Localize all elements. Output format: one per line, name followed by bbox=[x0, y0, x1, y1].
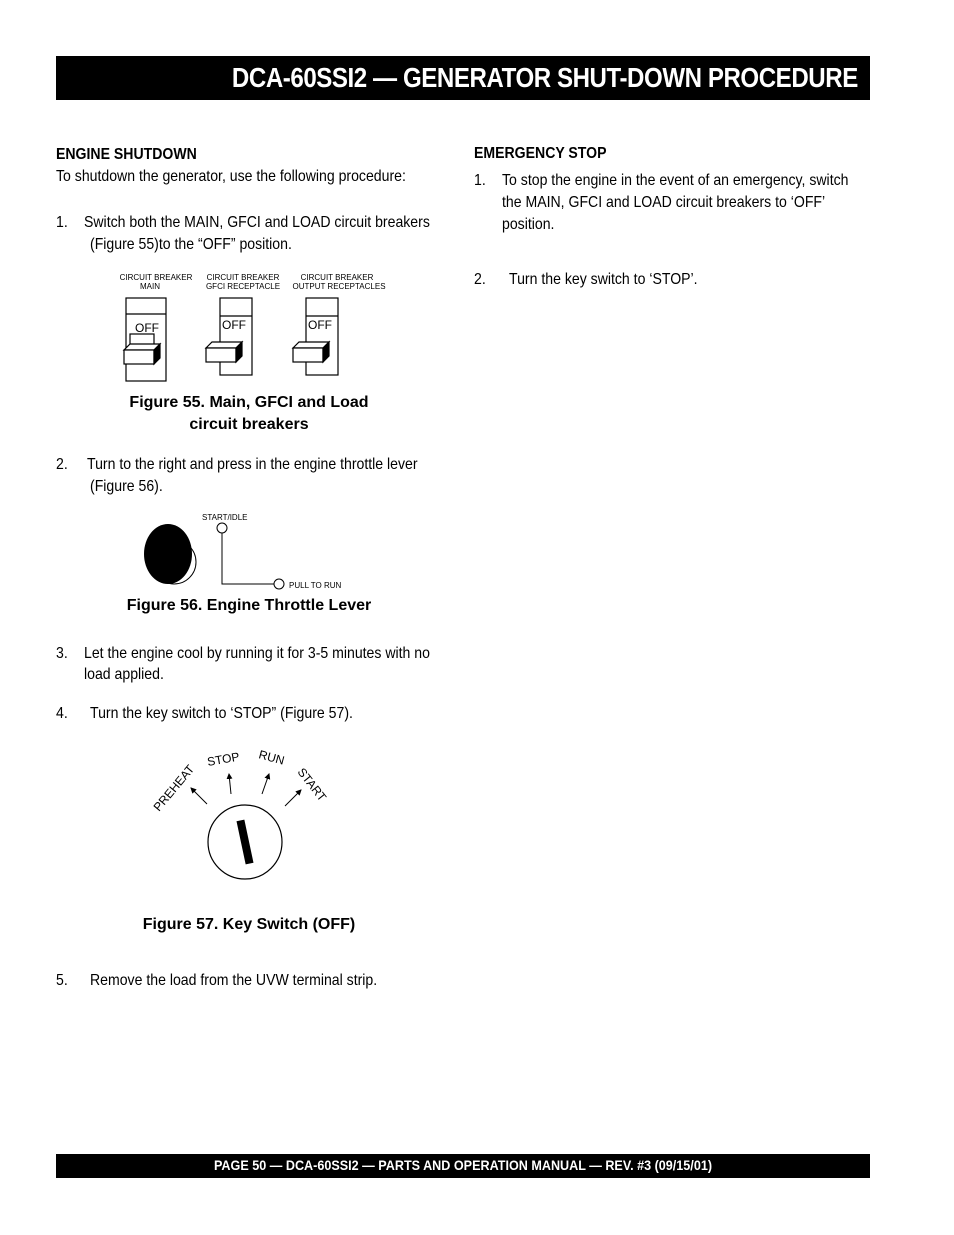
start-label: START bbox=[294, 765, 330, 804]
emergency-step1-line2: the MAIN, GFCI and LOAD circuit breakers to ‘OFF’ bbox=[502, 194, 826, 211]
emergency-step2-number: 2. bbox=[474, 271, 486, 288]
breaker-gfci bbox=[206, 298, 252, 375]
step3-number: 3. bbox=[56, 645, 68, 662]
throttle-travel-line bbox=[222, 533, 274, 584]
emergency-step2-line1: Turn the key switch to ‘STOP’. bbox=[509, 271, 698, 288]
breaker-gfci-label2: GFCI RECEPTACLE bbox=[205, 282, 281, 291]
intro-text: To shutdown the generator, use the following procedure: bbox=[56, 168, 406, 185]
breaker-main bbox=[124, 298, 166, 381]
step1-line2: (Figure 55)to the “OFF” position. bbox=[90, 236, 292, 253]
pull-to-run-indicator bbox=[274, 579, 284, 589]
step5-number: 5. bbox=[56, 972, 68, 989]
stop-arrow bbox=[229, 774, 231, 794]
breaker-output-label1: CIRCUIT BREAKER bbox=[300, 273, 374, 282]
footer-text: PAGE 50 — DCA-60SSI2 — PARTS AND OPERATION MANUAL — REV. #3 (09/15/01) bbox=[213, 1157, 713, 1173]
step4-line1: Turn the key switch to ‘STOP” (Figure 57). bbox=[90, 705, 353, 722]
figure55-caption: Figure 55. Main, GFCI and Load circuit breakers bbox=[129, 394, 369, 433]
step4-number: 4. bbox=[56, 705, 68, 722]
step5-line1: Remove the load from the UVW terminal strip. bbox=[90, 972, 378, 989]
step1-number: 1. bbox=[56, 214, 68, 231]
step1-line1: Switch both the MAIN, GFCI and LOAD circuit breakers bbox=[84, 214, 430, 231]
preheat-arrow bbox=[191, 788, 207, 804]
figure56-caption: Figure 56. Engine Throttle Lever bbox=[126, 597, 372, 614]
emergency-step1-number: 1. bbox=[474, 172, 486, 189]
page-title: DCA-60SSI2 — GENERATOR SHUT-DOWN PROCEDURE bbox=[232, 62, 858, 93]
start-idle-label: START/IDLE bbox=[202, 513, 248, 522]
throttle-knob bbox=[144, 524, 192, 584]
figure57-caption: Figure 57. Key Switch (OFF) bbox=[142, 916, 356, 933]
throttle-lever-figure bbox=[138, 508, 358, 592]
breaker-gfci-label1: CIRCUIT BREAKER bbox=[206, 273, 280, 282]
engine-shutdown-heading: ENGINE SHUTDOWN bbox=[56, 146, 197, 163]
run-arrow bbox=[262, 774, 269, 794]
run-label: RUN bbox=[257, 747, 286, 768]
stop-label: STOP bbox=[206, 749, 241, 769]
breaker-output bbox=[293, 298, 338, 375]
breaker-main-label2: MAIN bbox=[140, 282, 160, 291]
emergency-step1-line3: position. bbox=[502, 216, 555, 233]
breaker-main-label1: CIRCUIT BREAKER bbox=[119, 273, 193, 282]
pull-to-run-label: PULL TO RUN bbox=[289, 581, 342, 590]
step3-line2: load applied. bbox=[84, 666, 164, 683]
breaker-output-off: OFF bbox=[308, 318, 332, 332]
footer-banner bbox=[56, 1154, 870, 1178]
start-idle-indicator bbox=[217, 523, 227, 533]
step3-line1: Let the engine cool by running it for 3-5 minutes with no bbox=[84, 645, 430, 662]
key-switch-figure bbox=[145, 742, 345, 882]
circuit-breakers-figure bbox=[110, 268, 410, 388]
breaker-output-label2: OUTPUT RECEPTACLES bbox=[292, 282, 386, 291]
breaker-main-off: OFF bbox=[135, 321, 159, 335]
preheat-label: PREHEAT bbox=[150, 762, 198, 814]
step2-line2: (Figure 56). bbox=[90, 478, 163, 495]
header-banner bbox=[56, 56, 870, 100]
emergency-stop-heading: EMERGENCY STOP bbox=[474, 145, 607, 162]
step2-line1: Turn to the right and press in the engine throttle lever bbox=[87, 456, 418, 473]
start-arrow bbox=[285, 790, 301, 806]
step2-number: 2. bbox=[56, 456, 68, 473]
breaker-gfci-off: OFF bbox=[222, 318, 246, 332]
emergency-step1-line1: To stop the engine in the event of an emergency, switch bbox=[502, 172, 849, 189]
